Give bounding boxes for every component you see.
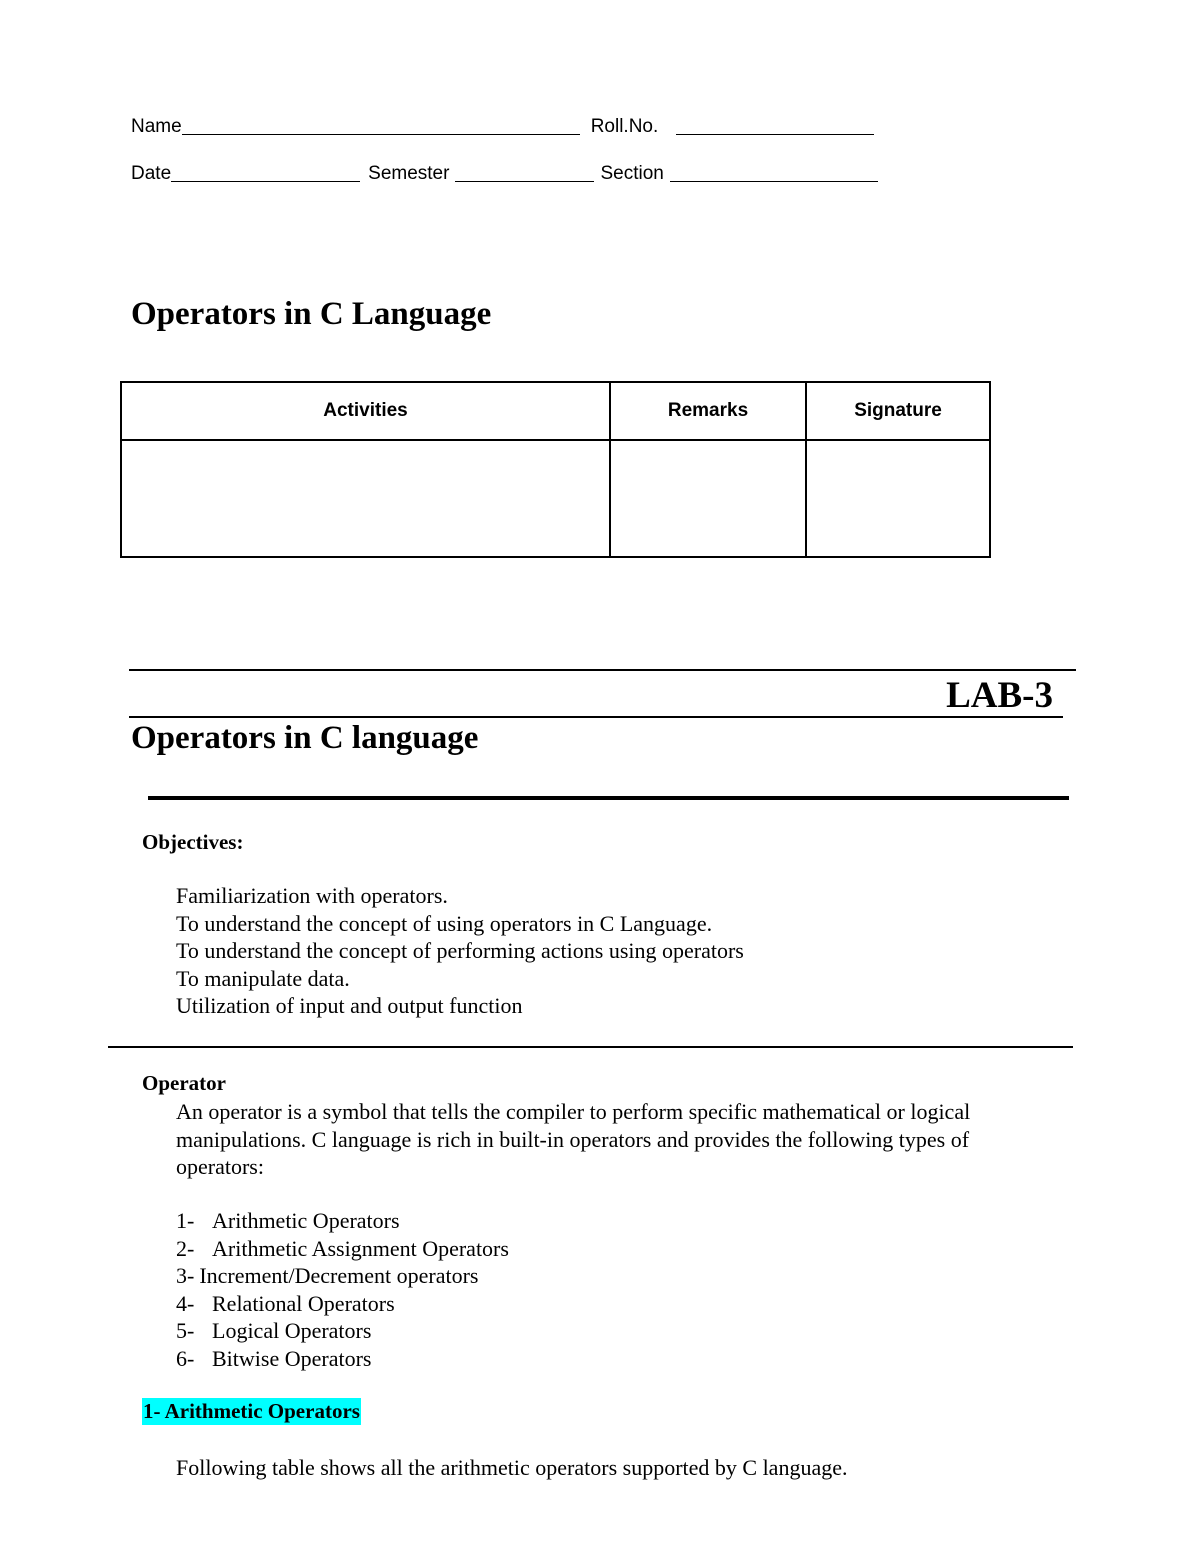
lab-thick-rule [148, 796, 1069, 800]
name-rollno-row [131, 116, 874, 138]
remarks-header: Remarks [610, 382, 806, 440]
operator-types-list [176, 1207, 509, 1372]
activities-cell[interactable] [121, 440, 610, 557]
list-item: 1- Arithmetic Operators [176, 1208, 400, 1233]
list-item: 5- Logical Operators [176, 1318, 372, 1343]
objectives-heading: Objectives: [142, 830, 244, 854]
lab-title: Operators in C language [131, 720, 479, 756]
operator-paragraph: An operator is a symbol that tells the compiler to perform specific mathematical or logical manipulations. C language is rich in built-in operators and provides the following types of operators: [176, 1099, 971, 1179]
list-item: To understand the concept of using operators in C Language. [176, 910, 713, 936]
list-item: To understand the concept of performing actions using operators [176, 938, 744, 963]
rollno-field[interactable] [676, 116, 874, 135]
arithmetic-heading: 1- Arithmetic Operators [143, 1399, 360, 1423]
name-label: Name [131, 116, 182, 137]
list-item: Utilization of input and output function [176, 993, 523, 1018]
remarks-cell[interactable] [610, 440, 806, 557]
objectives-divider [108, 1046, 1073, 1048]
lab-top-rule [129, 669, 1076, 671]
date-field[interactable] [171, 163, 360, 182]
list-item: To manipulate data. [176, 965, 350, 991]
semester-label: Semester [368, 163, 450, 184]
list-item: 3- Increment/Decrement operators [176, 1263, 479, 1288]
activities-header: Activities [121, 382, 610, 440]
operator-heading: Operator [142, 1071, 226, 1095]
lab-number: LAB-3 [946, 675, 1053, 716]
list-item: 4- Relational Operators [176, 1290, 395, 1316]
date-semester-section-row [131, 163, 878, 185]
section-field[interactable] [670, 163, 878, 182]
list-item: 6- Bitwise Operators [176, 1345, 372, 1371]
date-label: Date [131, 163, 172, 184]
section-label: Section [600, 163, 664, 184]
lab-middle-rule [129, 716, 1063, 718]
list-item: 2- Arithmetic Assignment Operators [176, 1235, 509, 1261]
list-item: Familiarization with operators. [176, 883, 448, 908]
signature-header: Signature [806, 382, 990, 440]
signature-cell[interactable] [806, 440, 990, 557]
objectives-list [176, 882, 744, 1020]
name-field[interactable] [182, 116, 580, 135]
rollno-label: Roll.No. [590, 116, 659, 137]
table-row [121, 440, 990, 557]
arithmetic-intro: Following table shows all the arithmetic operators supported by C language. [176, 1455, 848, 1480]
cover-title: Operators in C Language [131, 296, 492, 332]
semester-field[interactable] [455, 163, 594, 182]
activities-table [120, 381, 991, 558]
table-header-row [121, 382, 990, 440]
